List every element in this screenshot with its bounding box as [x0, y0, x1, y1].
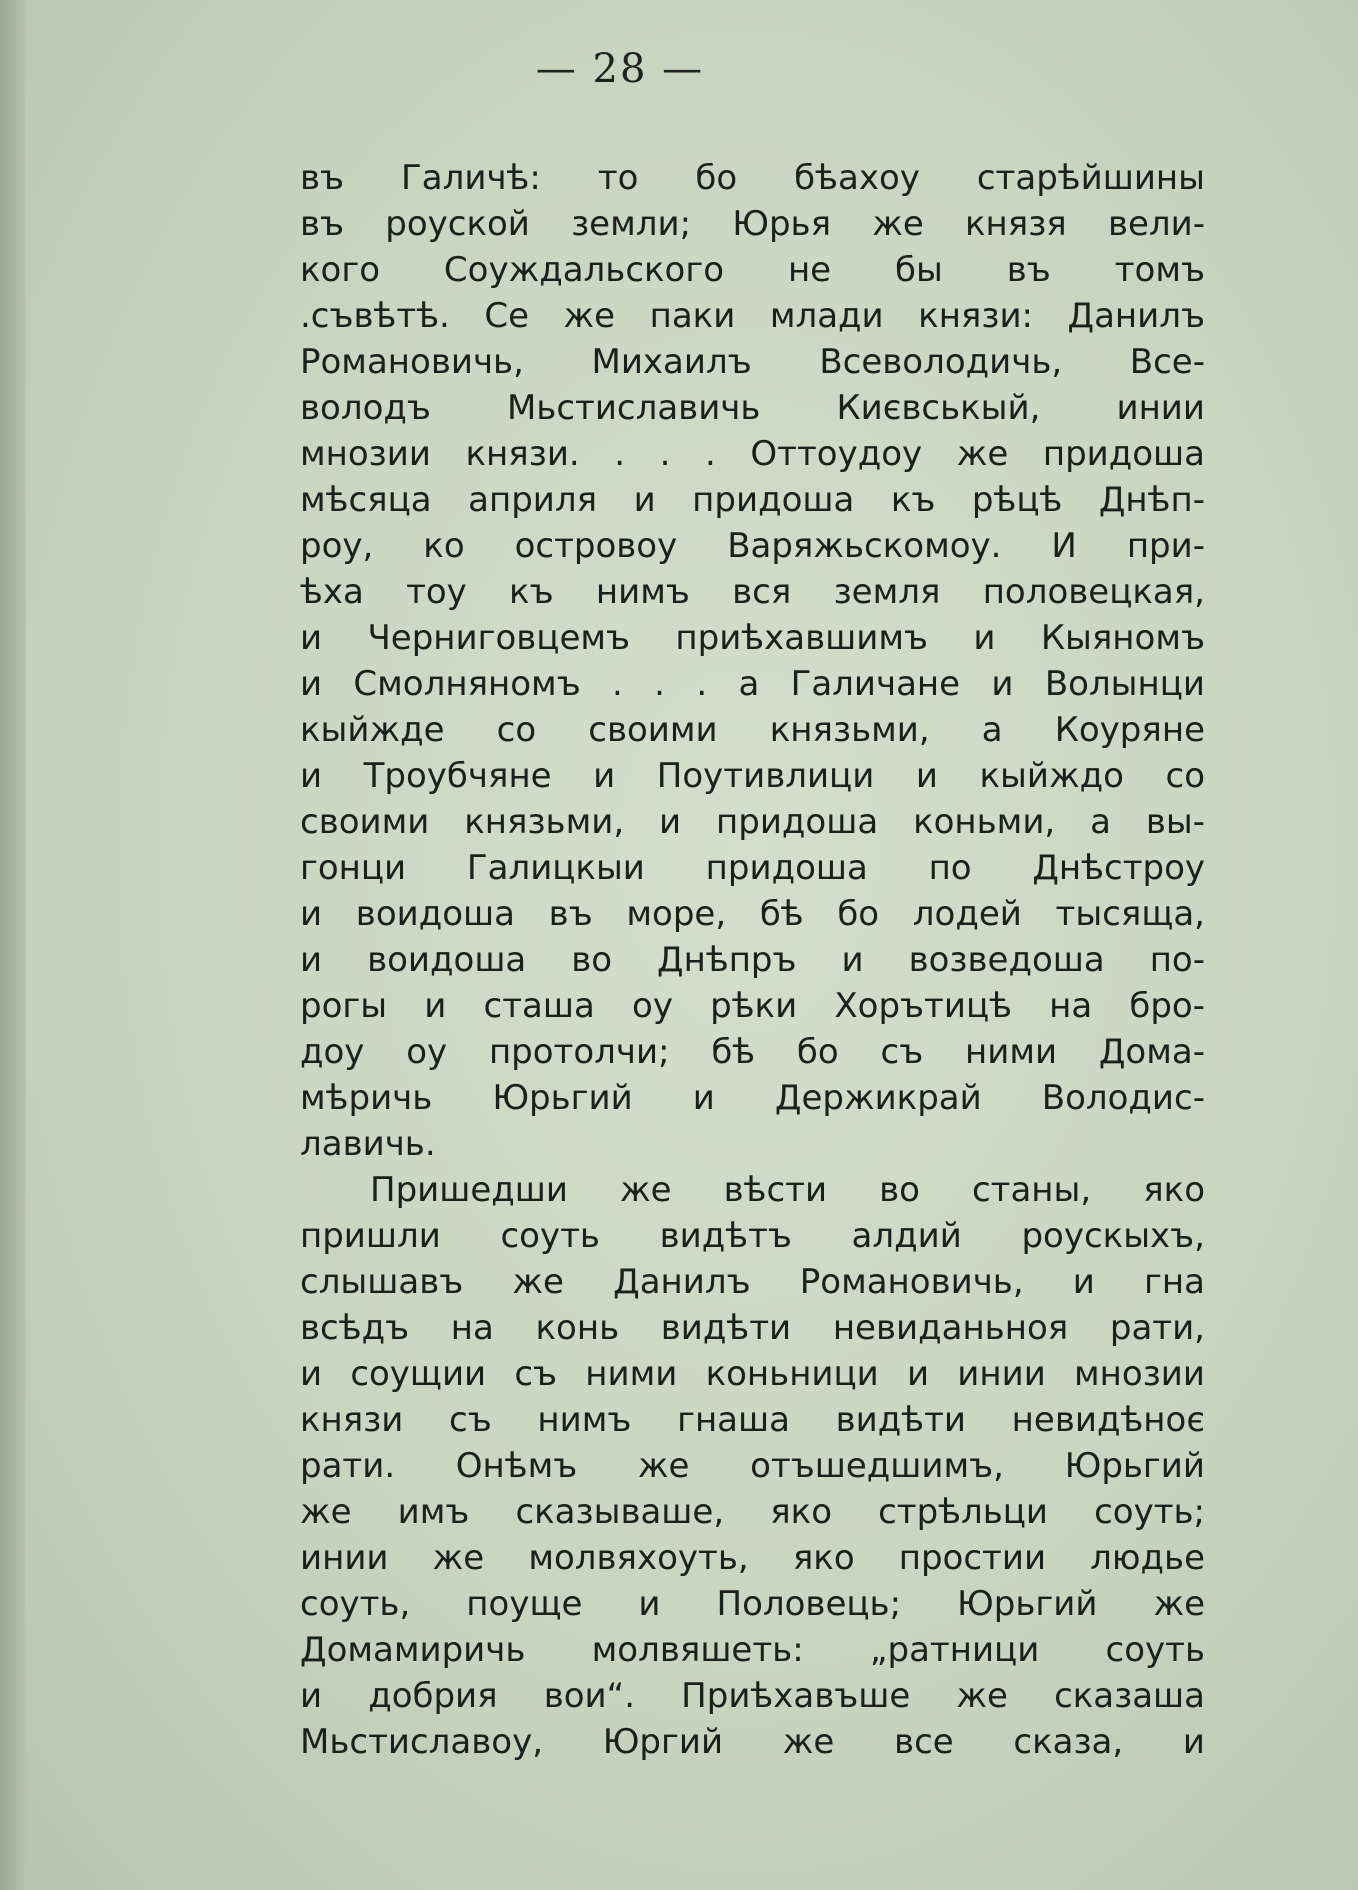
paragraph-1	[300, 155, 1205, 1167]
text-line: ѣха тоу къ нимъ вся земля половецкая,	[300, 572, 1205, 612]
text-line: и воидоша во Днѣпръ и возведоша по-	[300, 940, 1205, 980]
text-line: мнозии князи. . . . Оттоудоу же придоша	[300, 434, 1205, 474]
text-line: же имъ сказываше, яко стрѣльци соуть;	[300, 1492, 1205, 1532]
text-line: рогы и сташа оу рѣки Хорътицѣ на бро-	[300, 986, 1205, 1026]
page-gutter-shadow	[0, 0, 26, 1890]
text-line: соуть, поуще и Половець; Юрьгий же	[300, 1584, 1205, 1624]
text-line: и Троубчяне и Поутивлици и кыйждо со	[300, 756, 1205, 796]
text-line: своими князьми, и придоша коньми, а вы-	[300, 802, 1205, 842]
text-line: и добрия вои“. Приѣхавъше же сказаша	[300, 1676, 1205, 1716]
text-line: Пришедши же вѣсти во станы, яко	[370, 1170, 1205, 1210]
text-line: и воидоша въ море, бѣ бо лодей тысяща,	[300, 894, 1205, 934]
text-line: кого Соуждальского не бы въ томъ	[300, 250, 1205, 290]
text-line: володъ Мьстиславичь Києвськый, инии	[300, 388, 1205, 428]
text-line: гонци Галицкыи придоша по Днѣстроу	[300, 848, 1205, 888]
text-line: въ роуской земли; Юрья же князя вели-	[300, 204, 1205, 244]
page-number: — 28 —	[535, 46, 705, 92]
text-line: Мьстиславоу, Юргий же все сказа, и	[300, 1722, 1205, 1762]
text-line: лавичь.	[300, 1124, 436, 1164]
paragraph-2	[300, 1167, 1205, 1765]
text-line: и соущии съ ними коньници и инии мнозии	[300, 1354, 1205, 1394]
text-line: .съвѣтѣ. Се же паки млади князи: Данилъ	[300, 296, 1205, 336]
text-line: слышавъ же Данилъ Романовичь, и гна	[300, 1262, 1205, 1302]
text-line: мѣричь Юрьгий и Держикрай Володис-	[300, 1078, 1205, 1118]
text-line: и Черниговцемъ приѣхавшимъ и Кыяномъ	[300, 618, 1205, 658]
text-line: кыйжде со своими князьми, а Коуряне	[300, 710, 1205, 750]
text-line: пришли соуть видѣтъ алдий роускыхъ,	[300, 1216, 1205, 1256]
text-line: и Смолняномъ . . . а Галичане и Волынци	[300, 664, 1205, 704]
text-line: Романовичь, Михаилъ Всеволодичь, Все-	[300, 342, 1205, 382]
body-text	[300, 155, 1205, 1765]
text-line: Домамиричь молвяшеть: „ратници соуть	[300, 1630, 1205, 1670]
text-line: доу оу протолчи; бѣ бо съ ними Дома-	[300, 1032, 1205, 1072]
text-line: роу, ко островоу Варяжьскомоу. И при-	[300, 526, 1205, 566]
text-line: въ Галичѣ: то бо бѣахоу старѣйшины	[300, 158, 1205, 198]
text-line: всѣдъ на конь видѣти невиданьноя рати,	[300, 1308, 1205, 1348]
text-line: рати. Онѣмъ же отъшедшимъ, Юрьгий	[300, 1446, 1205, 1486]
text-line: князи съ нимъ гнаша видѣти невидѣноє	[300, 1400, 1205, 1440]
text-line: инии же молвяхоуть, яко простии людье	[300, 1538, 1205, 1578]
text-line: мѣсяца априля и придоша къ рѣцѣ Днѣп-	[300, 480, 1205, 520]
